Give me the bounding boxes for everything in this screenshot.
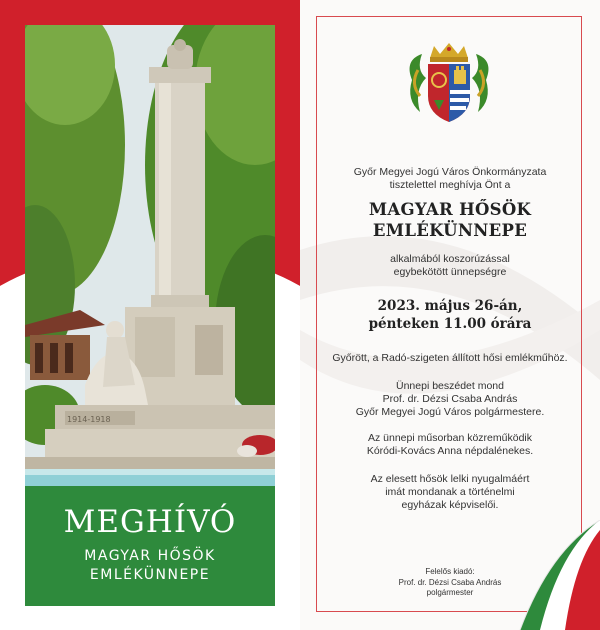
program-line2: Kóródi-Kovács Anna népdalénekes. — [366, 445, 534, 457]
prayer-text — [300, 473, 600, 512]
event-title-line2: EMLÉKÜNNEPE — [372, 221, 528, 240]
speech-line2: Prof. dr. Dézsi Csaba András — [382, 393, 518, 405]
monument-inscription: 1914-1918 — [67, 415, 111, 424]
event-title-line1: MAGYAR HŐSÖK — [368, 200, 532, 219]
occasion-text — [300, 253, 600, 279]
prayer-line1: Az elesett hősök lelki nyugalmáért — [370, 473, 530, 485]
speech-line3: Győr Megyei Jogú Város polgármestere. — [355, 406, 545, 418]
prayer-line2: imát mondanak a történelmi — [385, 486, 515, 498]
speech-text — [300, 380, 600, 419]
footer-line1: Felelős kiadó: — [425, 567, 475, 576]
intro-line2: tisztelettel meghívja Önt a — [389, 179, 511, 191]
hungarian-flag-ribbon — [510, 520, 600, 630]
speech-line1: Ünnepi beszédet mond — [396, 380, 504, 392]
cover-subtitle — [25, 547, 275, 585]
program-text — [300, 432, 600, 458]
footer-line2: Prof. dr. Dézsi Csaba András — [398, 577, 502, 587]
footer-line3: polgármester — [426, 588, 474, 597]
program-line1: Az ünnepi műsorban közreműködik — [367, 432, 532, 444]
cover-title: MEGHÍVÓ — [63, 504, 237, 540]
gyor-coat-of-arms-icon — [404, 40, 494, 130]
event-date — [300, 297, 600, 333]
event-place — [300, 352, 600, 365]
cover-subtitle-line2: EMLÉKÜNNEPE — [89, 567, 211, 583]
occasion-line2: egybekötött ünnepségre — [393, 266, 507, 278]
prayer-line3: egyházak képviselői. — [401, 499, 499, 511]
event-title — [300, 199, 600, 241]
cover-caption — [25, 486, 275, 606]
cover-subtitle-line1: MAGYAR HŐSÖK — [84, 548, 216, 564]
date-line1: 2023. május 26-án, — [377, 298, 523, 314]
place-line: Győrött, a Radó-szigeten állított hősi emlékműhöz. — [332, 352, 568, 364]
occasion-line1: alkalmából koszorúzással — [390, 253, 510, 265]
intro-text — [300, 166, 600, 192]
invitation-panel — [300, 0, 600, 630]
date-line2: pénteken 11.00 órára — [368, 316, 532, 332]
intro-line1: Győr Megyei Jogú Város Önkormányzata — [353, 166, 547, 178]
